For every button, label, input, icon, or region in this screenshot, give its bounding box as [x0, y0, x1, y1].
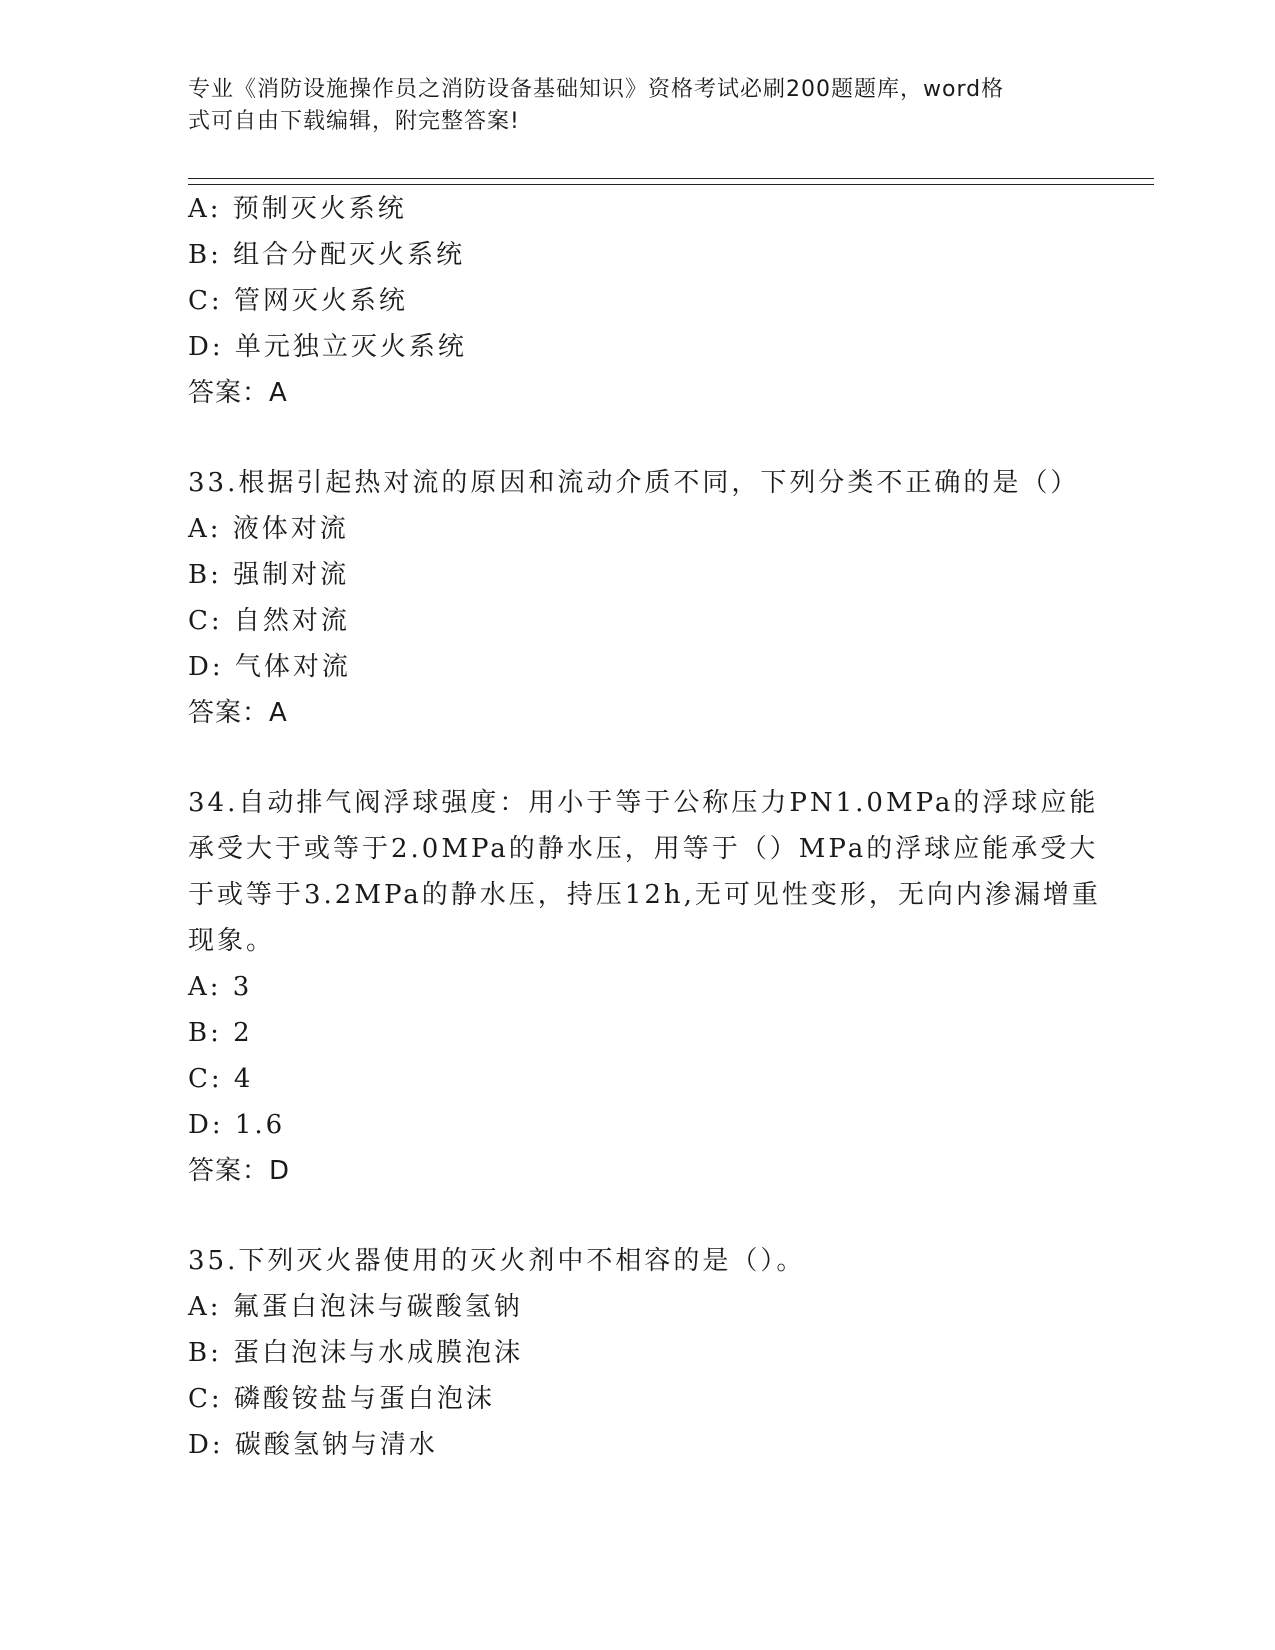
question-list — [188, 186, 1101, 1468]
question-text-line-1: 34.自动排气阀浮球强度：用小于等于公称压力PN1.0MPa的浮球应能 — [188, 788, 1099, 818]
question-text-line-3: 于或等于3.2MPa的静水压，持压12h,无可见性变形，无向内渗漏增重 — [188, 880, 1101, 910]
option-b: B: 蛋白泡沫与水成膜泡沫 — [188, 1338, 524, 1368]
option-a: A: 3 — [188, 972, 253, 1002]
option-b: B: 2 — [188, 1018, 253, 1048]
option-a: A: 预制灭火系统 — [188, 194, 407, 224]
question-32 — [188, 186, 1088, 416]
question-text: 35.下列灭火器使用的灭火剂中不相容的是（）。 — [188, 1246, 806, 1276]
answer-line: 答案：A — [188, 698, 288, 728]
question-text: 33.根据引起热对流的原因和流动介质不同，下列分类不正确的是（） — [188, 468, 1080, 498]
option-d: D: 单元独立灭火系统 — [188, 332, 467, 362]
spacer — [188, 736, 1088, 780]
document-header — [188, 74, 1068, 138]
header-line-1: 专业《消防设施操作员之消防设备基础知识》资格考试必刷200题题库，word格 — [188, 77, 1005, 102]
option-b: B: 组合分配灭火系统 — [188, 240, 466, 270]
option-a: A: 液体对流 — [188, 514, 349, 544]
answer-line: 答案：D — [188, 1156, 291, 1186]
question-35 — [188, 1238, 1088, 1468]
option-d: D: 气体对流 — [188, 652, 351, 682]
answer-line: 答案：A — [188, 378, 288, 408]
question-34 — [188, 780, 1101, 1194]
option-d: D: 1.6 — [188, 1110, 286, 1140]
spacer — [188, 416, 1088, 460]
header-line-2: 式可自由下载编辑，附完整答案! — [188, 109, 520, 134]
question-text-line-4: 现象。 — [188, 926, 276, 956]
header-divider-top — [188, 178, 1154, 179]
spacer — [188, 1194, 1088, 1238]
option-b: B: 强制对流 — [188, 560, 350, 590]
option-d: D: 碳酸氢钠与清水 — [188, 1430, 438, 1460]
option-c: C: 管网灭火系统 — [188, 286, 408, 316]
option-a: A: 氟蛋白泡沫与碳酸氢钠 — [188, 1292, 523, 1322]
option-c: C: 4 — [188, 1064, 254, 1094]
question-33 — [188, 460, 1088, 736]
header-divider-bottom — [188, 184, 1154, 185]
option-c: C: 自然对流 — [188, 606, 350, 636]
option-c: C: 磷酸铵盐与蛋白泡沫 — [188, 1384, 495, 1414]
question-text-line-2: 承受大于或等于2.0MPa的静水压，用等于（）MPa的浮球应能承受大 — [188, 834, 1099, 864]
